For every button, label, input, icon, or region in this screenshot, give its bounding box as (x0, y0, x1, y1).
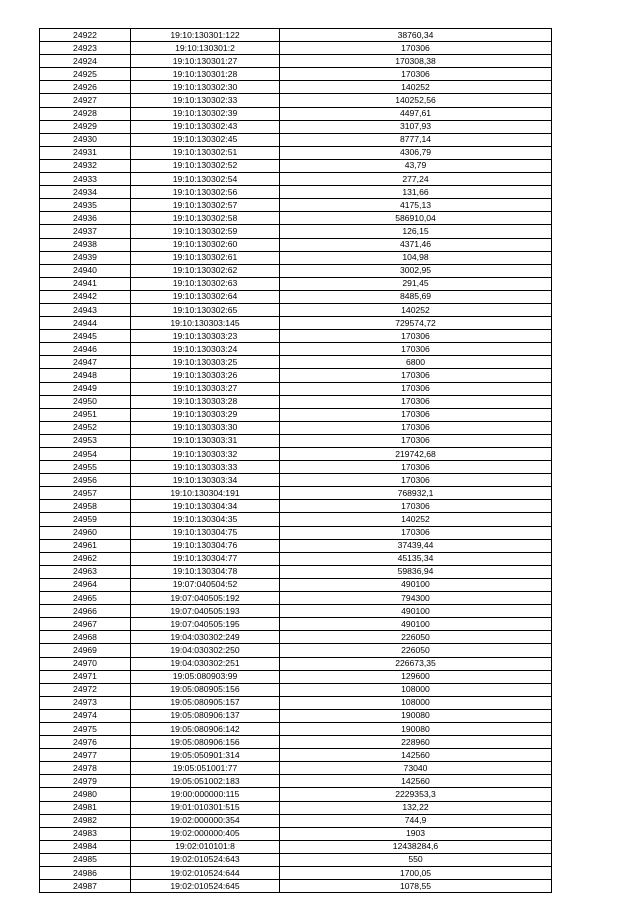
value-cell: 190080 (280, 709, 552, 722)
row-number-cell: 24961 (40, 539, 131, 552)
cadastral-number-cell: 19:10:130302:56 (131, 186, 280, 199)
value-cell: 170306 (280, 500, 552, 513)
data-sheet (39, 28, 551, 893)
value-cell: 226050 (280, 631, 552, 644)
row-number-cell: 24977 (40, 749, 131, 762)
table-row (40, 303, 552, 316)
value-cell: 4497,61 (280, 107, 552, 120)
table-row (40, 631, 552, 644)
value-cell: 586910,04 (280, 212, 552, 225)
table-row (40, 526, 552, 539)
row-number-cell: 24935 (40, 199, 131, 212)
row-number-cell: 24930 (40, 133, 131, 146)
cadastral-number-cell: 19:05:051001:77 (131, 762, 280, 775)
value-cell: 140252 (280, 303, 552, 316)
table-row (40, 94, 552, 107)
value-cell: 129600 (280, 670, 552, 683)
value-cell: 73040 (280, 762, 552, 775)
table-row (40, 356, 552, 369)
cadastral-number-cell: 19:10:130304:78 (131, 565, 280, 578)
table-row (40, 487, 552, 500)
cadastral-number-cell: 19:10:130302:60 (131, 238, 280, 251)
table-row (40, 395, 552, 408)
cadastral-number-cell: 19:04:030302:250 (131, 644, 280, 657)
cadastral-number-cell: 19:10:130302:51 (131, 146, 280, 159)
cadastral-number-cell: 19:10:130303:28 (131, 395, 280, 408)
cadastral-number-cell: 19:05:050901:314 (131, 749, 280, 762)
row-number-cell: 24950 (40, 395, 131, 408)
row-number-cell: 24927 (40, 94, 131, 107)
cadastral-number-cell: 19:07:040505:193 (131, 605, 280, 618)
row-number-cell: 24966 (40, 605, 131, 618)
cadastral-number-cell: 19:04:030302:249 (131, 631, 280, 644)
table-row (40, 683, 552, 696)
cadastral-number-cell: 19:02:010524:645 (131, 880, 280, 893)
cadastral-number-cell: 19:00:000000:115 (131, 788, 280, 801)
cadastral-number-cell: 19:10:130303:32 (131, 448, 280, 461)
value-cell: 228960 (280, 736, 552, 749)
table-row (40, 722, 552, 735)
table-row (40, 788, 552, 801)
cadastral-number-cell: 19:10:130302:39 (131, 107, 280, 120)
table-row (40, 225, 552, 238)
row-number-cell: 24958 (40, 500, 131, 513)
cadastral-number-cell: 19:10:130302:65 (131, 303, 280, 316)
row-number-cell: 24979 (40, 775, 131, 788)
row-number-cell: 24956 (40, 474, 131, 487)
value-cell: 132,22 (280, 801, 552, 814)
cadastral-number-cell: 19:05:080906:137 (131, 709, 280, 722)
row-number-cell: 24962 (40, 552, 131, 565)
value-cell: 170306 (280, 461, 552, 474)
row-number-cell: 24941 (40, 277, 131, 290)
cadastral-number-cell: 19:10:130304:191 (131, 487, 280, 500)
cadastral-number-cell: 19:10:130304:34 (131, 500, 280, 513)
row-number-cell: 24972 (40, 683, 131, 696)
table-row (40, 264, 552, 277)
value-cell: 104,98 (280, 251, 552, 264)
value-cell: 170306 (280, 395, 552, 408)
value-cell: 4306,79 (280, 146, 552, 159)
cadastral-number-cell: 19:10:130301:28 (131, 68, 280, 81)
row-number-cell: 24923 (40, 42, 131, 55)
cadastral-number-cell: 19:05:080906:142 (131, 722, 280, 735)
cadastral-number-cell: 19:10:130302:59 (131, 225, 280, 238)
cadastral-number-cell: 19:10:130303:31 (131, 434, 280, 447)
cadastral-number-cell: 19:02:010524:643 (131, 853, 280, 866)
table-body (40, 29, 552, 893)
table-row (40, 880, 552, 893)
cadastral-number-cell: 19:10:130301:27 (131, 55, 280, 68)
value-cell: 550 (280, 853, 552, 866)
table-row (40, 277, 552, 290)
row-number-cell: 24978 (40, 762, 131, 775)
row-number-cell: 24983 (40, 827, 131, 840)
row-number-cell: 24964 (40, 578, 131, 591)
row-number-cell: 24942 (40, 290, 131, 303)
table-row (40, 736, 552, 749)
value-cell: 2229353,3 (280, 788, 552, 801)
row-number-cell: 24960 (40, 526, 131, 539)
table-row (40, 749, 552, 762)
row-number-cell: 24928 (40, 107, 131, 120)
value-cell: 108000 (280, 696, 552, 709)
value-cell: 170306 (280, 526, 552, 539)
cadastral-number-cell: 19:10:130303:24 (131, 343, 280, 356)
table-row (40, 853, 552, 866)
row-number-cell: 24922 (40, 29, 131, 42)
value-cell: 140252 (280, 81, 552, 94)
table-row (40, 42, 552, 55)
value-cell: 490100 (280, 605, 552, 618)
value-cell: 37439,44 (280, 539, 552, 552)
value-cell: 1903 (280, 827, 552, 840)
table-row (40, 592, 552, 605)
table-row (40, 68, 552, 81)
row-number-cell: 24933 (40, 173, 131, 186)
table-row (40, 238, 552, 251)
table-row (40, 618, 552, 631)
row-number-cell: 24926 (40, 81, 131, 94)
value-cell: 8485,69 (280, 290, 552, 303)
table-row (40, 867, 552, 880)
value-cell: 291,45 (280, 277, 552, 290)
cadastral-number-cell: 19:02:010101:8 (131, 840, 280, 853)
cadastral-number-cell: 19:10:130302:45 (131, 133, 280, 146)
cadastral-number-cell: 19:10:130301:2 (131, 42, 280, 55)
value-cell: 170306 (280, 421, 552, 434)
value-cell: 142560 (280, 749, 552, 762)
cadastral-number-cell: 19:10:130302:64 (131, 290, 280, 303)
row-number-cell: 24924 (40, 55, 131, 68)
cadastral-number-cell: 19:07:040505:192 (131, 592, 280, 605)
cadastral-number-cell: 19:04:030302:251 (131, 657, 280, 670)
row-number-cell: 24965 (40, 592, 131, 605)
value-cell: 170306 (280, 42, 552, 55)
value-cell: 490100 (280, 618, 552, 631)
row-number-cell: 24947 (40, 356, 131, 369)
row-number-cell: 24969 (40, 644, 131, 657)
cadastral-number-cell: 19:10:130303:27 (131, 382, 280, 395)
row-number-cell: 24939 (40, 251, 131, 264)
row-number-cell: 24959 (40, 513, 131, 526)
row-number-cell: 24925 (40, 68, 131, 81)
row-number-cell: 24951 (40, 408, 131, 421)
table-row (40, 827, 552, 840)
cadastral-number-cell: 19:10:130302:61 (131, 251, 280, 264)
row-number-cell: 24945 (40, 330, 131, 343)
table-row (40, 159, 552, 172)
row-number-cell: 24944 (40, 317, 131, 330)
value-cell: 170306 (280, 369, 552, 382)
cadastral-number-cell: 19:10:130301:122 (131, 29, 280, 42)
cadastral-number-cell: 19:10:130303:26 (131, 369, 280, 382)
row-number-cell: 24967 (40, 618, 131, 631)
table-row (40, 775, 552, 788)
table-row (40, 434, 552, 447)
row-number-cell: 24949 (40, 382, 131, 395)
row-number-cell: 24955 (40, 461, 131, 474)
row-number-cell: 24985 (40, 853, 131, 866)
row-number-cell: 24970 (40, 657, 131, 670)
row-number-cell: 24946 (40, 343, 131, 356)
table-row (40, 801, 552, 814)
cadastral-number-cell: 19:10:130302:33 (131, 94, 280, 107)
table-row (40, 290, 552, 303)
table-row (40, 133, 552, 146)
cadastral-number-cell: 19:10:130303:33 (131, 461, 280, 474)
value-cell: 170306 (280, 474, 552, 487)
table-row (40, 199, 552, 212)
row-number-cell: 24943 (40, 303, 131, 316)
table-row (40, 670, 552, 683)
table-row (40, 696, 552, 709)
cadastral-number-cell: 19:02:010524:644 (131, 867, 280, 880)
table-row (40, 173, 552, 186)
row-number-cell: 24981 (40, 801, 131, 814)
cadastral-number-cell: 19:10:130303:23 (131, 330, 280, 343)
row-number-cell: 24971 (40, 670, 131, 683)
cadastral-table (39, 28, 552, 893)
value-cell: 12438284,6 (280, 840, 552, 853)
cadastral-number-cell: 19:07:040505:195 (131, 618, 280, 631)
cadastral-number-cell: 19:10:130303:34 (131, 474, 280, 487)
row-number-cell: 24957 (40, 487, 131, 500)
value-cell: 170306 (280, 330, 552, 343)
row-number-cell: 24952 (40, 421, 131, 434)
cadastral-number-cell: 19:07:040504:52 (131, 578, 280, 591)
cadastral-number-cell: 19:05:080905:157 (131, 696, 280, 709)
cadastral-number-cell: 19:10:130302:58 (131, 212, 280, 225)
value-cell: 3107,93 (280, 120, 552, 133)
table-row (40, 814, 552, 827)
table-row (40, 552, 552, 565)
value-cell: 768932,1 (280, 487, 552, 500)
value-cell: 744,9 (280, 814, 552, 827)
value-cell: 126,15 (280, 225, 552, 238)
value-cell: 131,66 (280, 186, 552, 199)
row-number-cell: 24940 (40, 264, 131, 277)
table-row (40, 448, 552, 461)
table-row (40, 330, 552, 343)
value-cell: 226050 (280, 644, 552, 657)
row-number-cell: 24974 (40, 709, 131, 722)
table-row (40, 343, 552, 356)
row-number-cell: 24963 (40, 565, 131, 578)
row-number-cell: 24934 (40, 186, 131, 199)
table-row (40, 120, 552, 133)
value-cell: 490100 (280, 578, 552, 591)
value-cell: 43,79 (280, 159, 552, 172)
value-cell: 794300 (280, 592, 552, 605)
row-number-cell: 24953 (40, 434, 131, 447)
row-number-cell: 24987 (40, 880, 131, 893)
value-cell: 170306 (280, 408, 552, 421)
row-number-cell: 24984 (40, 840, 131, 853)
value-cell: 277,24 (280, 173, 552, 186)
value-cell: 140252,56 (280, 94, 552, 107)
table-row (40, 382, 552, 395)
table-row (40, 500, 552, 513)
row-number-cell: 24936 (40, 212, 131, 225)
row-number-cell: 24954 (40, 448, 131, 461)
table-row (40, 539, 552, 552)
cadastral-number-cell: 19:10:130303:30 (131, 421, 280, 434)
cadastral-number-cell: 19:05:080906:156 (131, 736, 280, 749)
table-row (40, 186, 552, 199)
table-row (40, 55, 552, 68)
table-row (40, 212, 552, 225)
value-cell: 4175,13 (280, 199, 552, 212)
value-cell: 190080 (280, 722, 552, 735)
value-cell: 38760,34 (280, 29, 552, 42)
cadastral-number-cell: 19:10:130302:30 (131, 81, 280, 94)
cadastral-number-cell: 19:02:000000:354 (131, 814, 280, 827)
row-number-cell: 24975 (40, 722, 131, 735)
value-cell: 729574,72 (280, 317, 552, 330)
row-number-cell: 24937 (40, 225, 131, 238)
table-row (40, 107, 552, 120)
table-row (40, 644, 552, 657)
row-number-cell: 24976 (40, 736, 131, 749)
value-cell: 6800 (280, 356, 552, 369)
cadastral-number-cell: 19:10:130304:77 (131, 552, 280, 565)
value-cell: 1078,55 (280, 880, 552, 893)
cadastral-number-cell: 19:10:130303:25 (131, 356, 280, 369)
value-cell: 45135,34 (280, 552, 552, 565)
cadastral-number-cell: 19:10:130302:52 (131, 159, 280, 172)
table-row (40, 474, 552, 487)
row-number-cell: 24948 (40, 369, 131, 382)
row-number-cell: 24982 (40, 814, 131, 827)
value-cell: 170306 (280, 382, 552, 395)
table-row (40, 317, 552, 330)
cadastral-number-cell: 19:02:000000:405 (131, 827, 280, 840)
row-number-cell: 24932 (40, 159, 131, 172)
cadastral-number-cell: 19:10:130304:75 (131, 526, 280, 539)
cadastral-number-cell: 19:10:130304:35 (131, 513, 280, 526)
row-number-cell: 24973 (40, 696, 131, 709)
table-row (40, 461, 552, 474)
value-cell: 140252 (280, 513, 552, 526)
cadastral-number-cell: 19:05:080903:99 (131, 670, 280, 683)
cadastral-number-cell: 19:10:130302:63 (131, 277, 280, 290)
table-row (40, 369, 552, 382)
value-cell: 3002,95 (280, 264, 552, 277)
value-cell: 8777,14 (280, 133, 552, 146)
row-number-cell: 24931 (40, 146, 131, 159)
cadastral-number-cell: 19:05:051002:183 (131, 775, 280, 788)
value-cell: 108000 (280, 683, 552, 696)
table-row (40, 709, 552, 722)
value-cell: 219742,68 (280, 448, 552, 461)
cadastral-number-cell: 19:10:130302:54 (131, 173, 280, 186)
table-row (40, 657, 552, 670)
row-number-cell: 24929 (40, 120, 131, 133)
value-cell: 59836,94 (280, 565, 552, 578)
value-cell: 1700,05 (280, 867, 552, 880)
table-row (40, 146, 552, 159)
table-row (40, 29, 552, 42)
value-cell: 142560 (280, 775, 552, 788)
value-cell: 170308,38 (280, 55, 552, 68)
value-cell: 170306 (280, 68, 552, 81)
cadastral-number-cell: 19:10:130302:43 (131, 120, 280, 133)
cadastral-number-cell: 19:10:130302:62 (131, 264, 280, 277)
cadastral-number-cell: 19:10:130303:29 (131, 408, 280, 421)
table-row (40, 565, 552, 578)
cadastral-number-cell: 19:10:130303:145 (131, 317, 280, 330)
table-row (40, 840, 552, 853)
table-row (40, 762, 552, 775)
cadastral-number-cell: 19:01:010301:515 (131, 801, 280, 814)
table-row (40, 578, 552, 591)
value-cell: 170306 (280, 434, 552, 447)
table-row (40, 513, 552, 526)
cadastral-number-cell: 19:10:130304:76 (131, 539, 280, 552)
row-number-cell: 24938 (40, 238, 131, 251)
cadastral-number-cell: 19:05:080905:156 (131, 683, 280, 696)
row-number-cell: 24986 (40, 867, 131, 880)
cadastral-number-cell: 19:10:130302:57 (131, 199, 280, 212)
value-cell: 4371,46 (280, 238, 552, 251)
value-cell: 226673,35 (280, 657, 552, 670)
table-row (40, 408, 552, 421)
table-row (40, 251, 552, 264)
value-cell: 170306 (280, 343, 552, 356)
row-number-cell: 24980 (40, 788, 131, 801)
table-row (40, 421, 552, 434)
table-row (40, 81, 552, 94)
row-number-cell: 24968 (40, 631, 131, 644)
table-row (40, 605, 552, 618)
